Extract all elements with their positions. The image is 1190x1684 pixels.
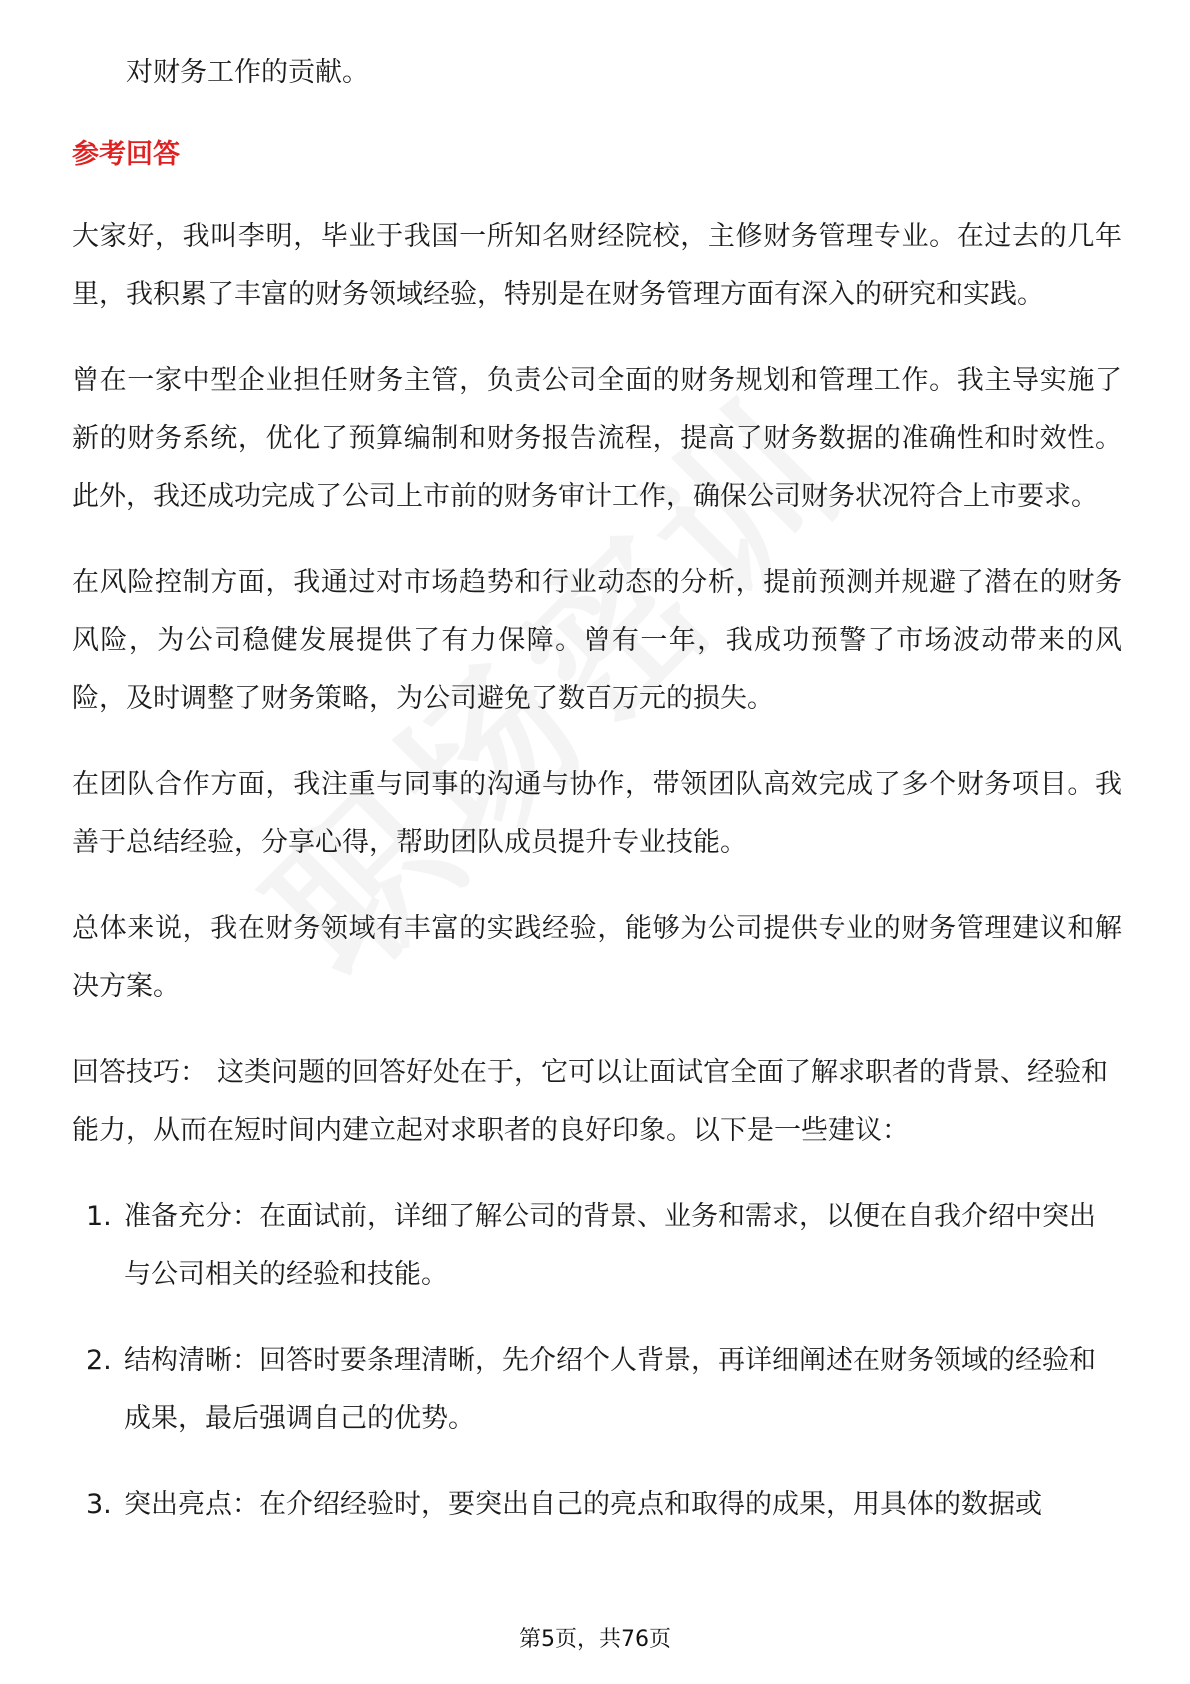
list-item xyxy=(72,1188,1122,1304)
tips-text: 这类问题的回答好处在于，它可以让面试官全面了解求职者的背景、经验和能力，从而在短时间内建立起对求职者的良好印象。以下是一些建议： xyxy=(72,1057,1108,1146)
list-item-number: 3. xyxy=(86,1489,112,1520)
page-content xyxy=(72,44,1122,1562)
tips-label: 回答技巧： xyxy=(72,1057,207,1088)
list-item xyxy=(72,1332,1122,1448)
answer-paragraph-1: 大家好，我叫李明，毕业于我国一所知名财经院校，主修财务管理专业。在过去的几年里，我积累了丰富的财务领域经验，特别是在财务管理方面有深入的研究和实践。 xyxy=(72,221,1122,310)
page-number-footer: 第5页，共76页 xyxy=(519,1627,671,1652)
answer-paragraph-2: 曾在一家中型企业担任财务主管，负责公司全面的财务规划和管理工作。我主导实施了新的财务系统，优化了预算编制和财务报告流程，提高了财务数据的准确性和时效性。此外，我还成功完成了公司上市前的财务审计工作，确保公司财务状况符合上市要求。 xyxy=(72,365,1122,512)
list-item-number: 1. xyxy=(86,1201,112,1232)
continuation-text: 对财务工作的贡献。 xyxy=(126,57,369,88)
reference-answer-heading: 参考回答 xyxy=(72,139,180,170)
list-item xyxy=(72,1476,1122,1534)
answer-paragraph-3: 在风险控制方面，我通过对市场趋势和行业动态的分析，提前预测并规避了潜在的财务风险，为公司稳健发展提供了有力保障。曾有一年，我成功预警了市场波动带来的风险，及时调整了财务策略，为公司避免了数百万元的损失。 xyxy=(72,567,1122,714)
list-item-number: 2. xyxy=(86,1345,112,1376)
list-item-text: 准备充分：在面试前，详细了解公司的背景、业务和需求，以便在自我介绍中突出与公司相关的经验和技能。 xyxy=(124,1201,1096,1290)
tips-paragraph xyxy=(72,1044,1122,1160)
answer-paragraph-5: 总体来说，我在财务领域有丰富的实践经验，能够为公司提供专业的财务管理建议和解决方案。 xyxy=(72,913,1122,1002)
list-item-text: 突出亮点：在介绍经验时，要突出自己的亮点和取得的成果，用具体的数据或 xyxy=(124,1489,1042,1520)
answer-paragraph-4: 在团队合作方面，我注重与同事的沟通与协作，带领团队高效完成了多个财务项目。我善于总结经验，分享心得，帮助团队成员提升专业技能。 xyxy=(72,769,1122,858)
list-item-text: 结构清晰：回答时要条理清晰，先介绍个人背景，再详细阐述在财务领域的经验和成果，最后强调自己的优势。 xyxy=(124,1345,1096,1434)
tips-list xyxy=(72,1188,1122,1534)
